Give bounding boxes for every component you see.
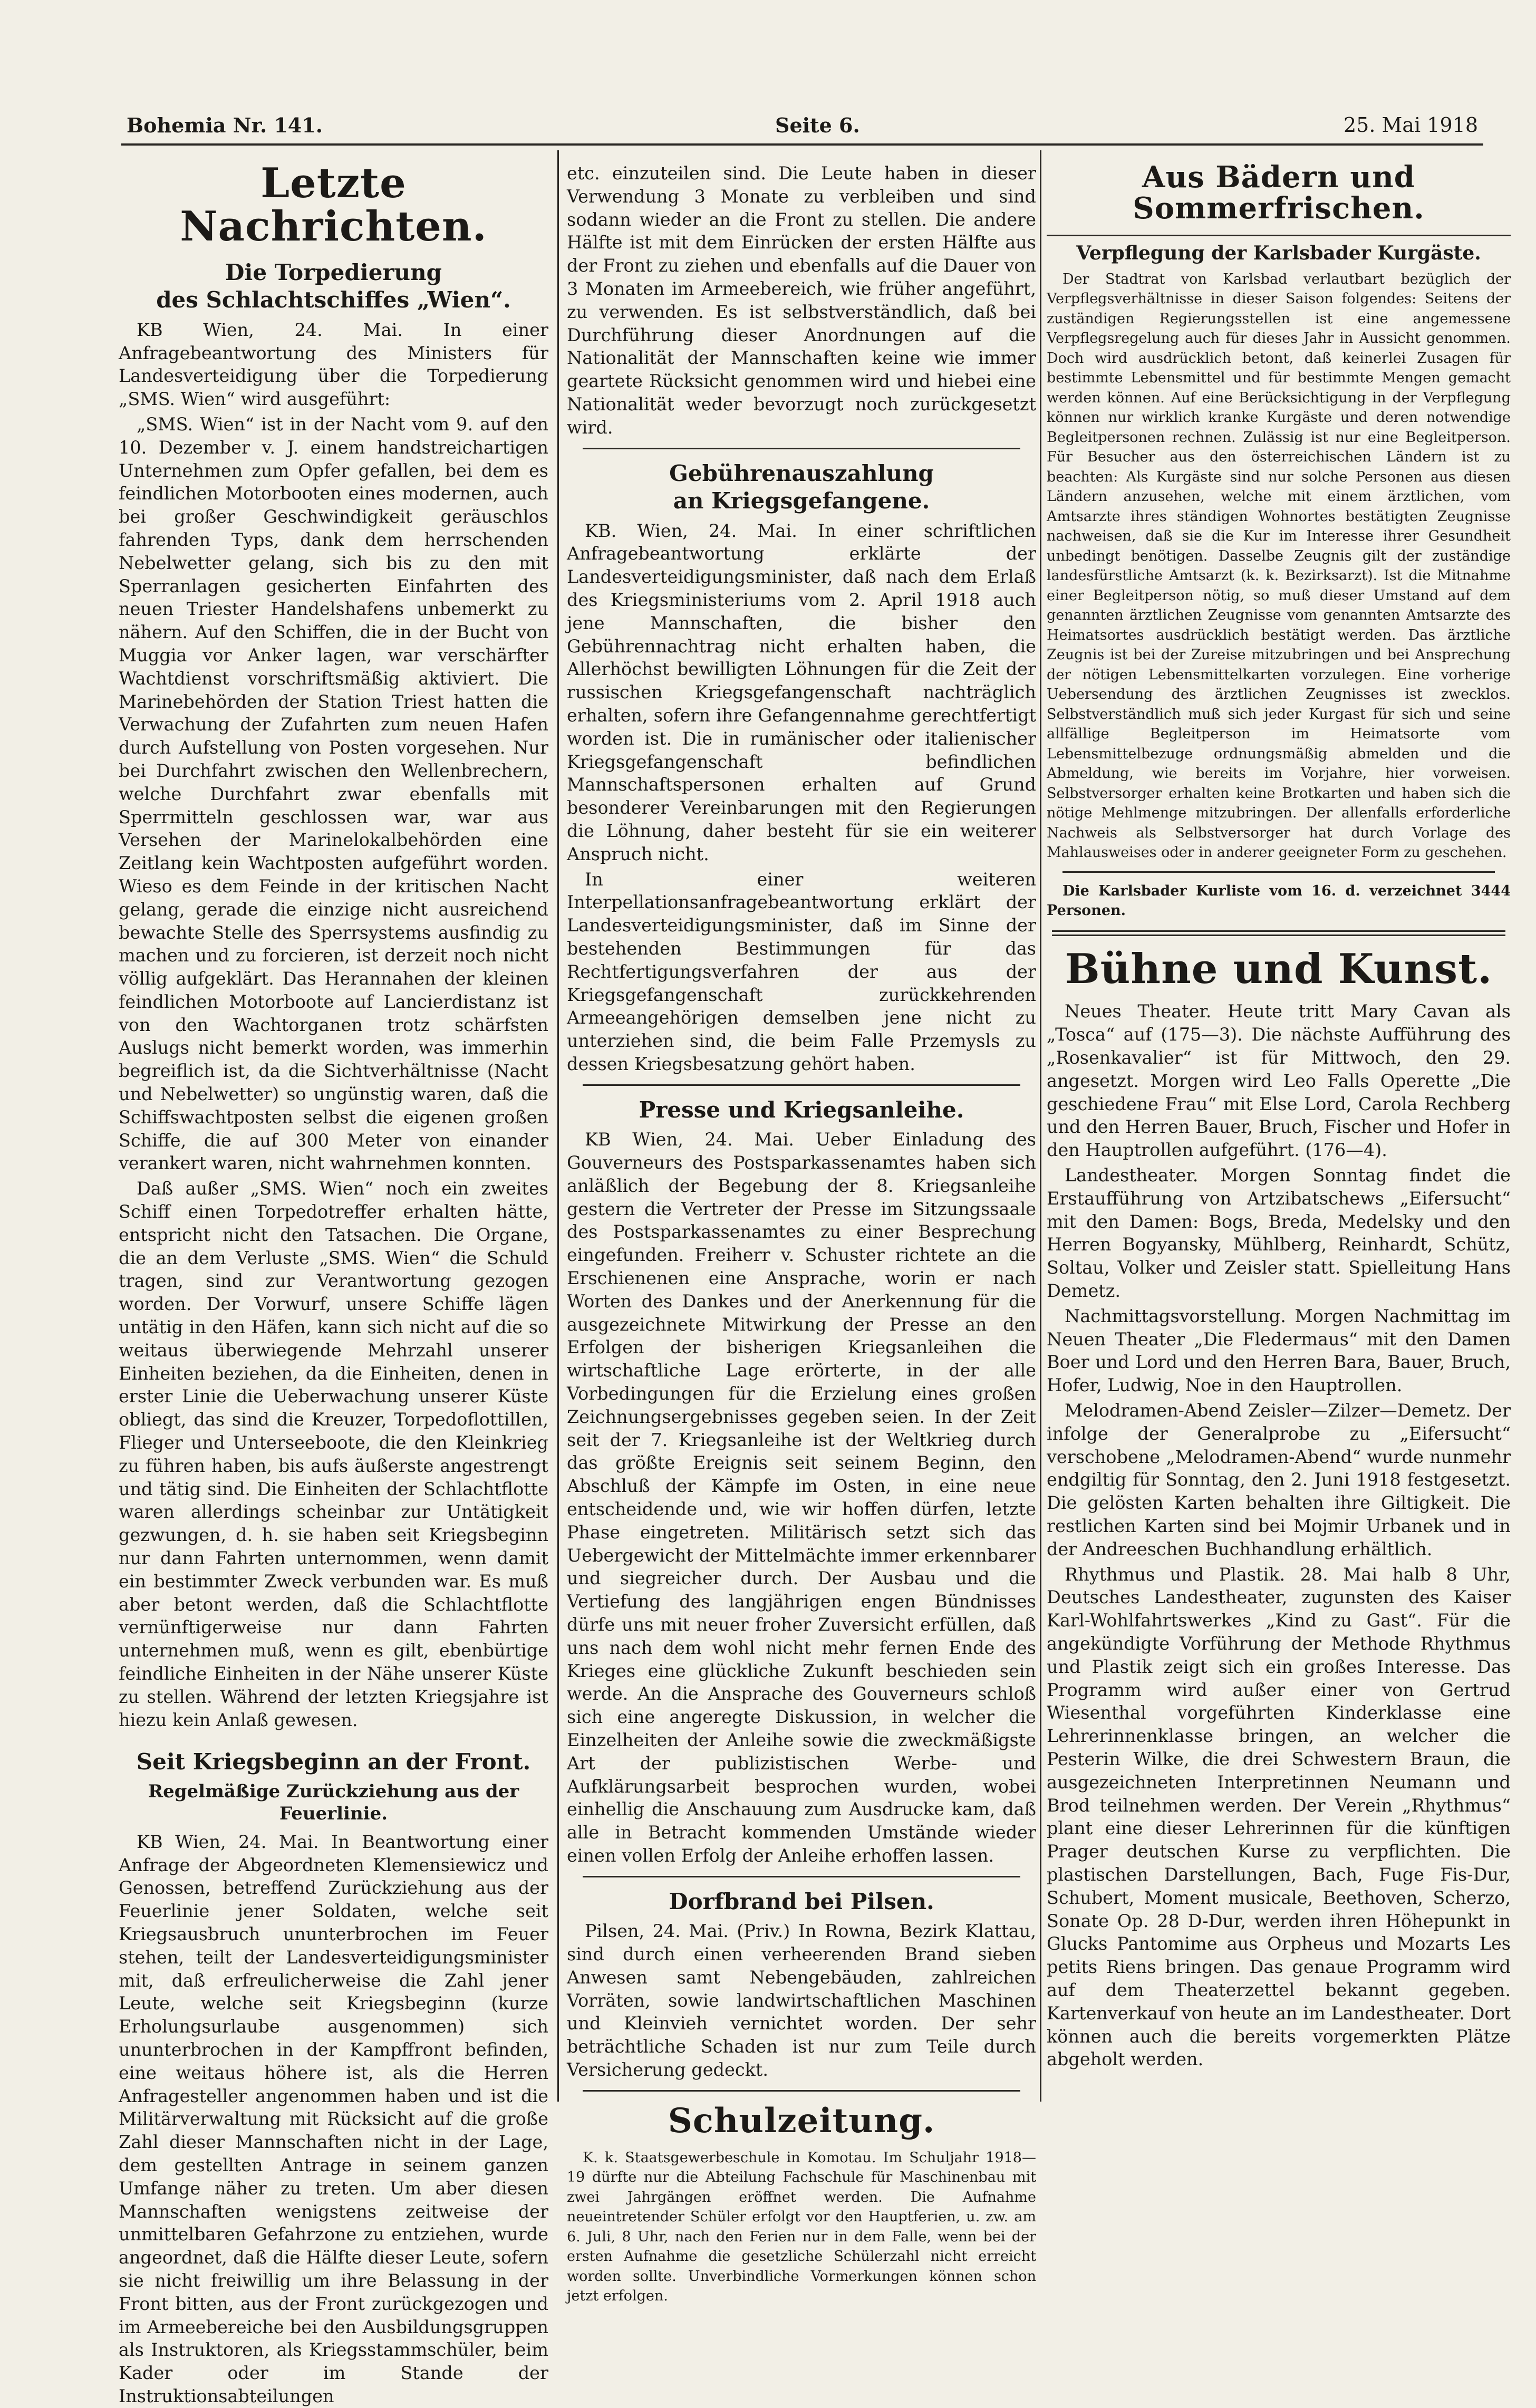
article-divider bbox=[583, 2090, 1020, 2092]
article-headline: Gebührenauszahlung bbox=[669, 460, 934, 486]
article-divider bbox=[1062, 871, 1495, 873]
article-paragraph: Die Karlsbader Kurliste vom 16. d. verzeichnet 3444 Personen. bbox=[1047, 882, 1511, 919]
article-headline: an Kriegsgefangene. bbox=[673, 488, 930, 514]
article-paragraph: KB Wien, 24. Mai. In einer Anfragebeantwortung des Ministers für Landesverteidigung über die Torpedierung „SMS. Wien“ wird ausgeführt: bbox=[119, 319, 548, 410]
article-paragraph: „SMS. Wien“ ist in der Nacht vom 9. auf den 10. Dezember v. J. einem handstreichartigen Unternehmen zum Opfer gefallen, bei dem es feindlichen Motorbooten eines modernen, auch bei großer Geschwindigkeit geräuschlos fahrenden Typs, dank dem herrschenden Nebelwetter gelang, sich bis zu den mit Sperranlagen gesicherten Einfahrten des neuen Triester Handelshafens unbemerkt zu nähern. Auf den Schiffen, die in der Bucht von Muggia vor Anker lagen, war verschärfter Wachtdienst vorschriftsmäßig aktiviert. Die Marinebehörden der Station Triest hatten die Verwachung der Zufahrten zum neuen Hafen durch Aufstellung von Posten vorgesehen. Nur bei Durchfahrt zwischen den Wellenbrechern, welche Durchfahrt zwar ebenfalls mit Sperrmitteln geschlossen war, war aus Versehen der Marinelokalbehörden eine Zeitlang kein Wachtposten aufgeführt worden. Wieso es dem Feinde in der kritischen Nacht gelang, gerade die einzige nicht ausreichend bewachte Stelle des Sperrsystems ausfindig zu machen und zu forcieren, ist derzeit noch nicht völlig aufgeklärt. Das Herannahen der kleinen feindlichen Motorboote auf Lancierdistanz ist von den Wachtorganen trotz schärfsten Auslugs nicht bemerkt worden, was immerhin begreiflich ist, da die Sichtverhältnisse (Nacht und Nebelwetter) so ungünstig waren, daß die Schiffswachtposten selbst die eigenen großen Schiffe, die auf 300 Meter von einander verankert waren, nicht wahrnehmen konnten. bbox=[119, 413, 548, 1174]
article-paragraph: Pilsen, 24. Mai. (Priv.) In Rowna, Bezirk Klattau, sind durch einen verheerenden Brand sieben Anwesen samt Nebengebäuden, zahlreichen Vorräten, sowie landwirtschaftlichen Maschinen und Kleinvieh vernichtet worden. Der sehr beträchtliche Schaden ist nur zum Teile durch Versicherung gedeckt. bbox=[567, 1921, 1036, 2080]
article-paragraph: Nachmittagsvorstellung. Morgen Nachmittag im Neuen Theater „Die Fledermaus“ mit den Damen Boer und Lord und den Herren Bara, Bauer, Bruch, Hofer, Ludwig, Noe in den Hauptrollen. bbox=[1047, 1305, 1511, 1396]
section-title: Bühne und Kunst. bbox=[1065, 945, 1493, 993]
column-1 bbox=[119, 150, 548, 2407]
article-divider bbox=[583, 1876, 1020, 1877]
article-paragraph: Daß außer „SMS. Wien“ noch ein zweites Schiff einen Torpedotreffer erhalten hätte, entspricht nicht den Tatsachen. Die Organe, die an dem Verluste „SMS. Wien“ die Schuld tragen, sind zur Verantwortung gezogen worden. Der Vorwurf, unsere Schiffe lägen untätig in den Häfen, kann sich nicht auf die so weitaus überwiegende Mehrzahl unserer Einheiten beziehen, da die Einheiten, denen in erster Linie die Ueberwachung unserer Küste obliegt, das sind die Kreuzer, Torpedoflottillen, Flieger und Unterseeboote, die den Kleinkrieg zu führen haben, bis aufs äußerste angestrengt und tätig sind. Die Einheiten der Schlachtflotte waren allerdings scheinbar zur Untätigkeit gezwungen, d. h. sie haben seit Kriegsbeginn nur dann Fahrten unternommen, wenn damit ein bestimmter Zweck verbunden war. Es muß aber betont werden, daß die Schlachtflotte vernünftigerweise nur dann Fahrten unternehmen muß, wenn es gilt, ebenbürtige feindliche Einheiten in der Nähe unserer Küste zu stellen. Während der letzten Kriegsjahre ist hiezu kein Anlaß gewesen. bbox=[119, 1178, 548, 1730]
column-divider bbox=[1040, 150, 1041, 2102]
header-rule bbox=[121, 143, 1483, 146]
article-headline: des Schlachtschiffes „Wien“. bbox=[156, 287, 511, 313]
article-paragraph: In einer weiteren Interpellationsanfragebeantwortung erklärt der Landesverteidigungsminister, daß im Sinne der bestehenden Bestimmungen für das Rechtfertigungsverfahren der aus der Kriegsgefangenschaft zurückkehrenden Armeeangehörigen demselben jene nicht zu unterziehen sind, die beim Falle Przemysls zu dessen Kriegsbesatzung gehört haben. bbox=[567, 869, 1036, 1074]
section-divider bbox=[1052, 930, 1505, 936]
article-headline: Seit Kriegsbeginn an der Front. bbox=[136, 1749, 531, 1775]
column-3 bbox=[1047, 150, 1511, 2102]
article-paragraph: Landestheater. Morgen Sonntag findet die Erstaufführung von Artzibatschews „Eifersucht“ mit den Damen: Bogs, Breda, Medelsky und den Herren Bogyansky, Mühlberg, Reinhardt, Schütz, Soltau, Volker und Zeisler statt. Spielleitung Hans Demetz. bbox=[1047, 1165, 1511, 1302]
header-newspaper: Bohemia Nr. 141. bbox=[127, 113, 323, 137]
article-paragraph: Neues Theater. Heute tritt Mary Cavan als „Tosca“ auf (175—3). Die nächste Aufführung des „Rosenkavalier“ ist für Mittwoch, den 29. angesetzt. Morgen wird Leo Falls Operette „Die geschiedene Frau“ mit Else Lord, Carola Rechberg und den Herren Bauer, Bruch, Fischer und Hofer in den Hauptrollen aufgeführt. (176—4). bbox=[1047, 1001, 1511, 1161]
article-paragraph: KB Wien, 24. Mai. Ueber Einladung des Gouverneurs des Postsparkassenamtes haben sich anläßlich der Begebung der 8. Kriegsanleihe gestern die Vertreter der Presse im Sitzungssaale des Postsparkassenamtes zu einer Besprechung eingefunden. Freiherr v. Schuster richtete an die Erschienenen eine Ansprache, worin er nach Worten des Dankes und der Anerkennung für die ausgezeichnete Mitwirkung der Presse an den Erfolgen der bisherigen Kriegsanleihen die wirtschaftliche Lage erörterte, in der alle Vorbedingungen für die Erzielung eines großen Zeichnungsergebnisses gegeben seien. In der Zeit seit der 7. Kriegsanleihe ist der Weltkrieg durch das größte Ereignis seit seinem Beginn, den Abschluß der Kämpfe im Osten, in eine neue entscheidende und, wie wir hoffen dürfen, letzte Phase eingetreten. Militärisch setzt sich das Uebergewicht der Mittelmächte immer erkennbarer und siegreicher durch. Der Ausbau und die Vertiefung des langjährigen engen Bündnisses dürfe uns mit neuer froher Zuversicht erfüllen, daß uns nach dem wohl nicht mehr fernen Ende des Krieges eine glückliche Zukunft beschieden sein werde. An die Ansprache des Gouverneurs schloß sich eine angeregte Diskussion, in welcher die Einzelheiten der Anleihe sowie die zweckmäßigste Art der publizistischen Werbe- und Aufklärungsarbeit besprochen wurden, wobei einhellig die Anschauung zum Ausdrucke kam, daß alle in Betracht kommenden Umstände wieder einen vollen Erfolg der Anleihe erhoffen lassen. bbox=[567, 1129, 1036, 1866]
column-2 bbox=[567, 150, 1036, 2305]
article-paragraph: KB Wien, 24. Mai. In Beantwortung einer Anfrage der Abgeordneten Klemensiewicz und Genossen, betreffend Zurückziehung aus der Feuerlinie jener Soldaten, welche seit Kriegsausbruch ununterbrochen im Feuer stehen, teilt der Landesverteidigungsminister mit, daß erfreulicherweise die Zahl jener Leute, welche seit Kriegsbeginn (kurze Erholungsurlaube ausgenommen) sich ununterbrochen in der Kampffront befinden, eine weitaus höhere ist, als die Herren Anfragesteller angenommen haben und ist die Militärverwaltung mit Rücksicht auf die große Zahl dieser Mannschaften nicht in der Lage, dem gestellten Antrage in seinem ganzen Umfange näher zu treten. Um aber diesen Mannschaften wenigstens zeitweise der unmittelbaren Gefahrzone zu entziehen, wurde angeordnet, daß die Hälfte dieser Leute, sofern sie nicht freiwillig um ihre Belassung in der Front bitten, aus der Front zurückgezogen und im Armeebereiche bei den Ausbildungsgruppen als Instruktoren, als Kriegsstammschüler, beim Kader oder im Stande der Instruktionsabteilungen bbox=[119, 1831, 548, 2407]
article-paragraph: K. k. Staatsgewerbeschule in Komotau. Im Schuljahr 1918—19 dürfte nur die Abteilung Fachschule für Maschinenbau mit zwei Jahrgängen eröffnet werden. Die Aufnahme neueintretender Schüler erfolgt vor den Hauptferien, u. zw. am 6. Juli, 8 Uhr, nach den Ferien nur in dem Falle, wenn bei der ersten Aufnahme die gesetzliche Schülerzahl nicht erreicht worden sollte. Unverbindliche Vormerkungen können schon jetzt erfolgen. bbox=[567, 2149, 1036, 2305]
header-date: 25. Mai 1918 bbox=[1343, 113, 1478, 137]
article-paragraph: Der Stadtrat von Karlsbad verlautbart bezüglich der Verpflegsverhältnisse in dieser Saison folgendes: Seitens der zuständigen Regierungsstellen ist eine angemessene Verpflegsregelung auch für dieses Jahr in Aussicht genommen. Doch wird ausdrücklich betont, daß keinerlei Zusagen für bestimmte Lebensmittel und für bestimmte Mengen gemacht werden können. Auf eine Berücksichtigung in der Verpflegung können nur wirklich kranke Kurgäste und deren notwendige Begleitpersonen rechnen. Zulässig ist nur eine Begleitperson. Für Besucher aus den österreichischen Ländern ist zu beachten: Als Kurgäste sind nur solche Personen aus diesen Ländern anzusehen, welche mit einem ärztlichen, vom Amtsarzte ihres ständigen Wohnortes bestätigten Zeugnisse nachweisen, daß sie die Kur im Interesse ihrer Gesundheit unbedingt benötigen. Dasselbe Zeugnis gilt der zuständige landesfürstliche Amtsarzt (k. k. Bezirksarzt). Ist die Mitnahme einer Begleitperson nötig, so muß dieser Umstand auf dem genannten ärztlichen Zeugnisse vom genannten Amtsarzte des Heimatsortes ausdrücklich bestätigt werden. Das ärztliche Zeugnis ist bei der Zureise mitzubringen und bei Ansprechung der nötigen Lebensmittelkarten vorzulegen. Eine vorherige Uebersendung des ärztlichen Zeugnisses ist zwecklos. Selbstverständlich muß sich jeder Kurgast für sich und seine allfällige Begleitperson im Heimatsorte vom Lebensmittelbezuge ordnungsmäßig abmelden und die Abmeldung, wie bereits im Vorjahre, hier vorweisen. Selbstversorger erhalten keine Brotkarten und haben sich die nötige Mehlmenge mitzubringen. Der allenfalls erforderliche Nachweis als Selbstversorger hat durch Vorlage des Mahlausweises oder in anderer geeigneter Form zu geschehen. bbox=[1047, 271, 1511, 861]
article-paragraph: Melodramen-Abend Zeisler—Zilzer—Demetz. Der infolge der Generalprobe zu „Eifersucht“ verschobene „Melodramen-Abend“ wurde nunmehr endgiltig für Sonntag, den 2. Juni 1918 festgesetzt. Die gelösten Karten behalten ihre Giltigkeit. Die restlichen Karten sind bei Mojmir Urbanek und in der Andreeschen Buchhandlung erhältlich. bbox=[1047, 1400, 1511, 1559]
article-headline: Presse und Kriegsanleihe. bbox=[639, 1096, 964, 1123]
article-divider bbox=[583, 1084, 1020, 1086]
column-divider bbox=[557, 150, 559, 2102]
article-paragraph: KB. Wien, 24. Mai. In einer schriftlichen Anfragebeantwortung erklärte der Landesverteidigungsminister, daß nach dem Erlaß des Kriegsministeriums vom 2. April 1918 auch jene Mannschaften, die bisher den Gebührennachtrag nicht erhalten haben, die Allerhöchst bewilligten Löhnungen für die Zeit der russischen Kriegsgefangenschaft nachträglich erhalten, sofern ihre Gefangennahme gerechtfertigt worden ist. Die in rumänischer oder italienischer Kriegsgefangenschaft befindlichen Mannschaftspersonen erhalten auf Grund besonderer Vereinbarungen mit den Regierungen die Löhnung, daher besteht für sie ein weiterer Anspruch nicht. bbox=[567, 520, 1036, 864]
article-paragraph: etc. einzuteilen sind. Die Leute haben in dieser Verwendung 3 Monate zu verbleiben und sind sodann wieder an die Front zu stellen. Die andere Hälfte ist mit dem Einrücken der ersten Hälfte aus der Front zu ziehen und ebenfalls auf die Dauer von 3 Monaten im Armeebereich, wie früher angeführt, zu verwenden. Es ist selbstverständlich, daß bei Durchführung dieser Anordnungen auf die Nationalität der Mannschaften keine wie immer geartete Rücksicht genommen wird und hiebei eine Nationalität weder bevorzugt noch zurückgesetzt wird. bbox=[567, 163, 1036, 438]
article-divider bbox=[583, 448, 1020, 449]
article-paragraph: Rhythmus und Plastik. 28. Mai halb 8 Uhr, Deutsches Landestheater, zugunsten des Kaiser Karl-Wohlfahrtswerkes „Kind zu Gast“. Für die angekündigte Vorführung der Methode Rhythmus und Plastik zeigt sich ein großes Interesse. Das Programm wird außer einer von Gertrud Wiesenthal vorgeführten Kinderklasse eine Lehrerinnenklasse bringen, an welcher die Pesterin Wilke, die drei Schwestern Braun, die ausgezeichneten Interpretinnen Neumann und Brod teilnehmen werden. Der Verein „Rhythmus“ plant eine dieser Lehrerinnen für die künftigen Prager deutschen Kurse zu verpflichten. Die plastischen Darstellungen, Bach, Fuge Fis-Dur, Schubert, Moment musicale, Beethoven, Scherzo, Sonate Op. 28 D-Dur, werden ihren Höhepunkt in Glucks Pantomime aus Orpheus und Mozarts Les petits Riens bringen. Das genaue Programm wird auf dem Theaterzettel bekannt gegeben. Kartenverkauf von heute an im Landestheater. Dort können auch die bereits vorgemerkten Plätze abgeholt werden. bbox=[1047, 1564, 1511, 2070]
section-title: Letzte Nachrichten. bbox=[180, 159, 487, 251]
article-subheadline: Regelmäßige Zurückziehung aus der Feuerlinie. bbox=[148, 1780, 519, 1825]
article-headline: Die Torpedierung bbox=[225, 259, 442, 285]
section-title: Schulzeitung. bbox=[668, 2101, 935, 2141]
article-headline: Dorfbrand bei Pilsen. bbox=[669, 1888, 934, 1914]
section-title: Aus Bädern und Sommerfrischen. bbox=[1133, 160, 1425, 226]
header-page-number: Seite 6. bbox=[775, 113, 860, 137]
article-headline: Verpflegung der Karlsbader Kurgäste. bbox=[1047, 235, 1511, 265]
page-header bbox=[127, 108, 1478, 145]
